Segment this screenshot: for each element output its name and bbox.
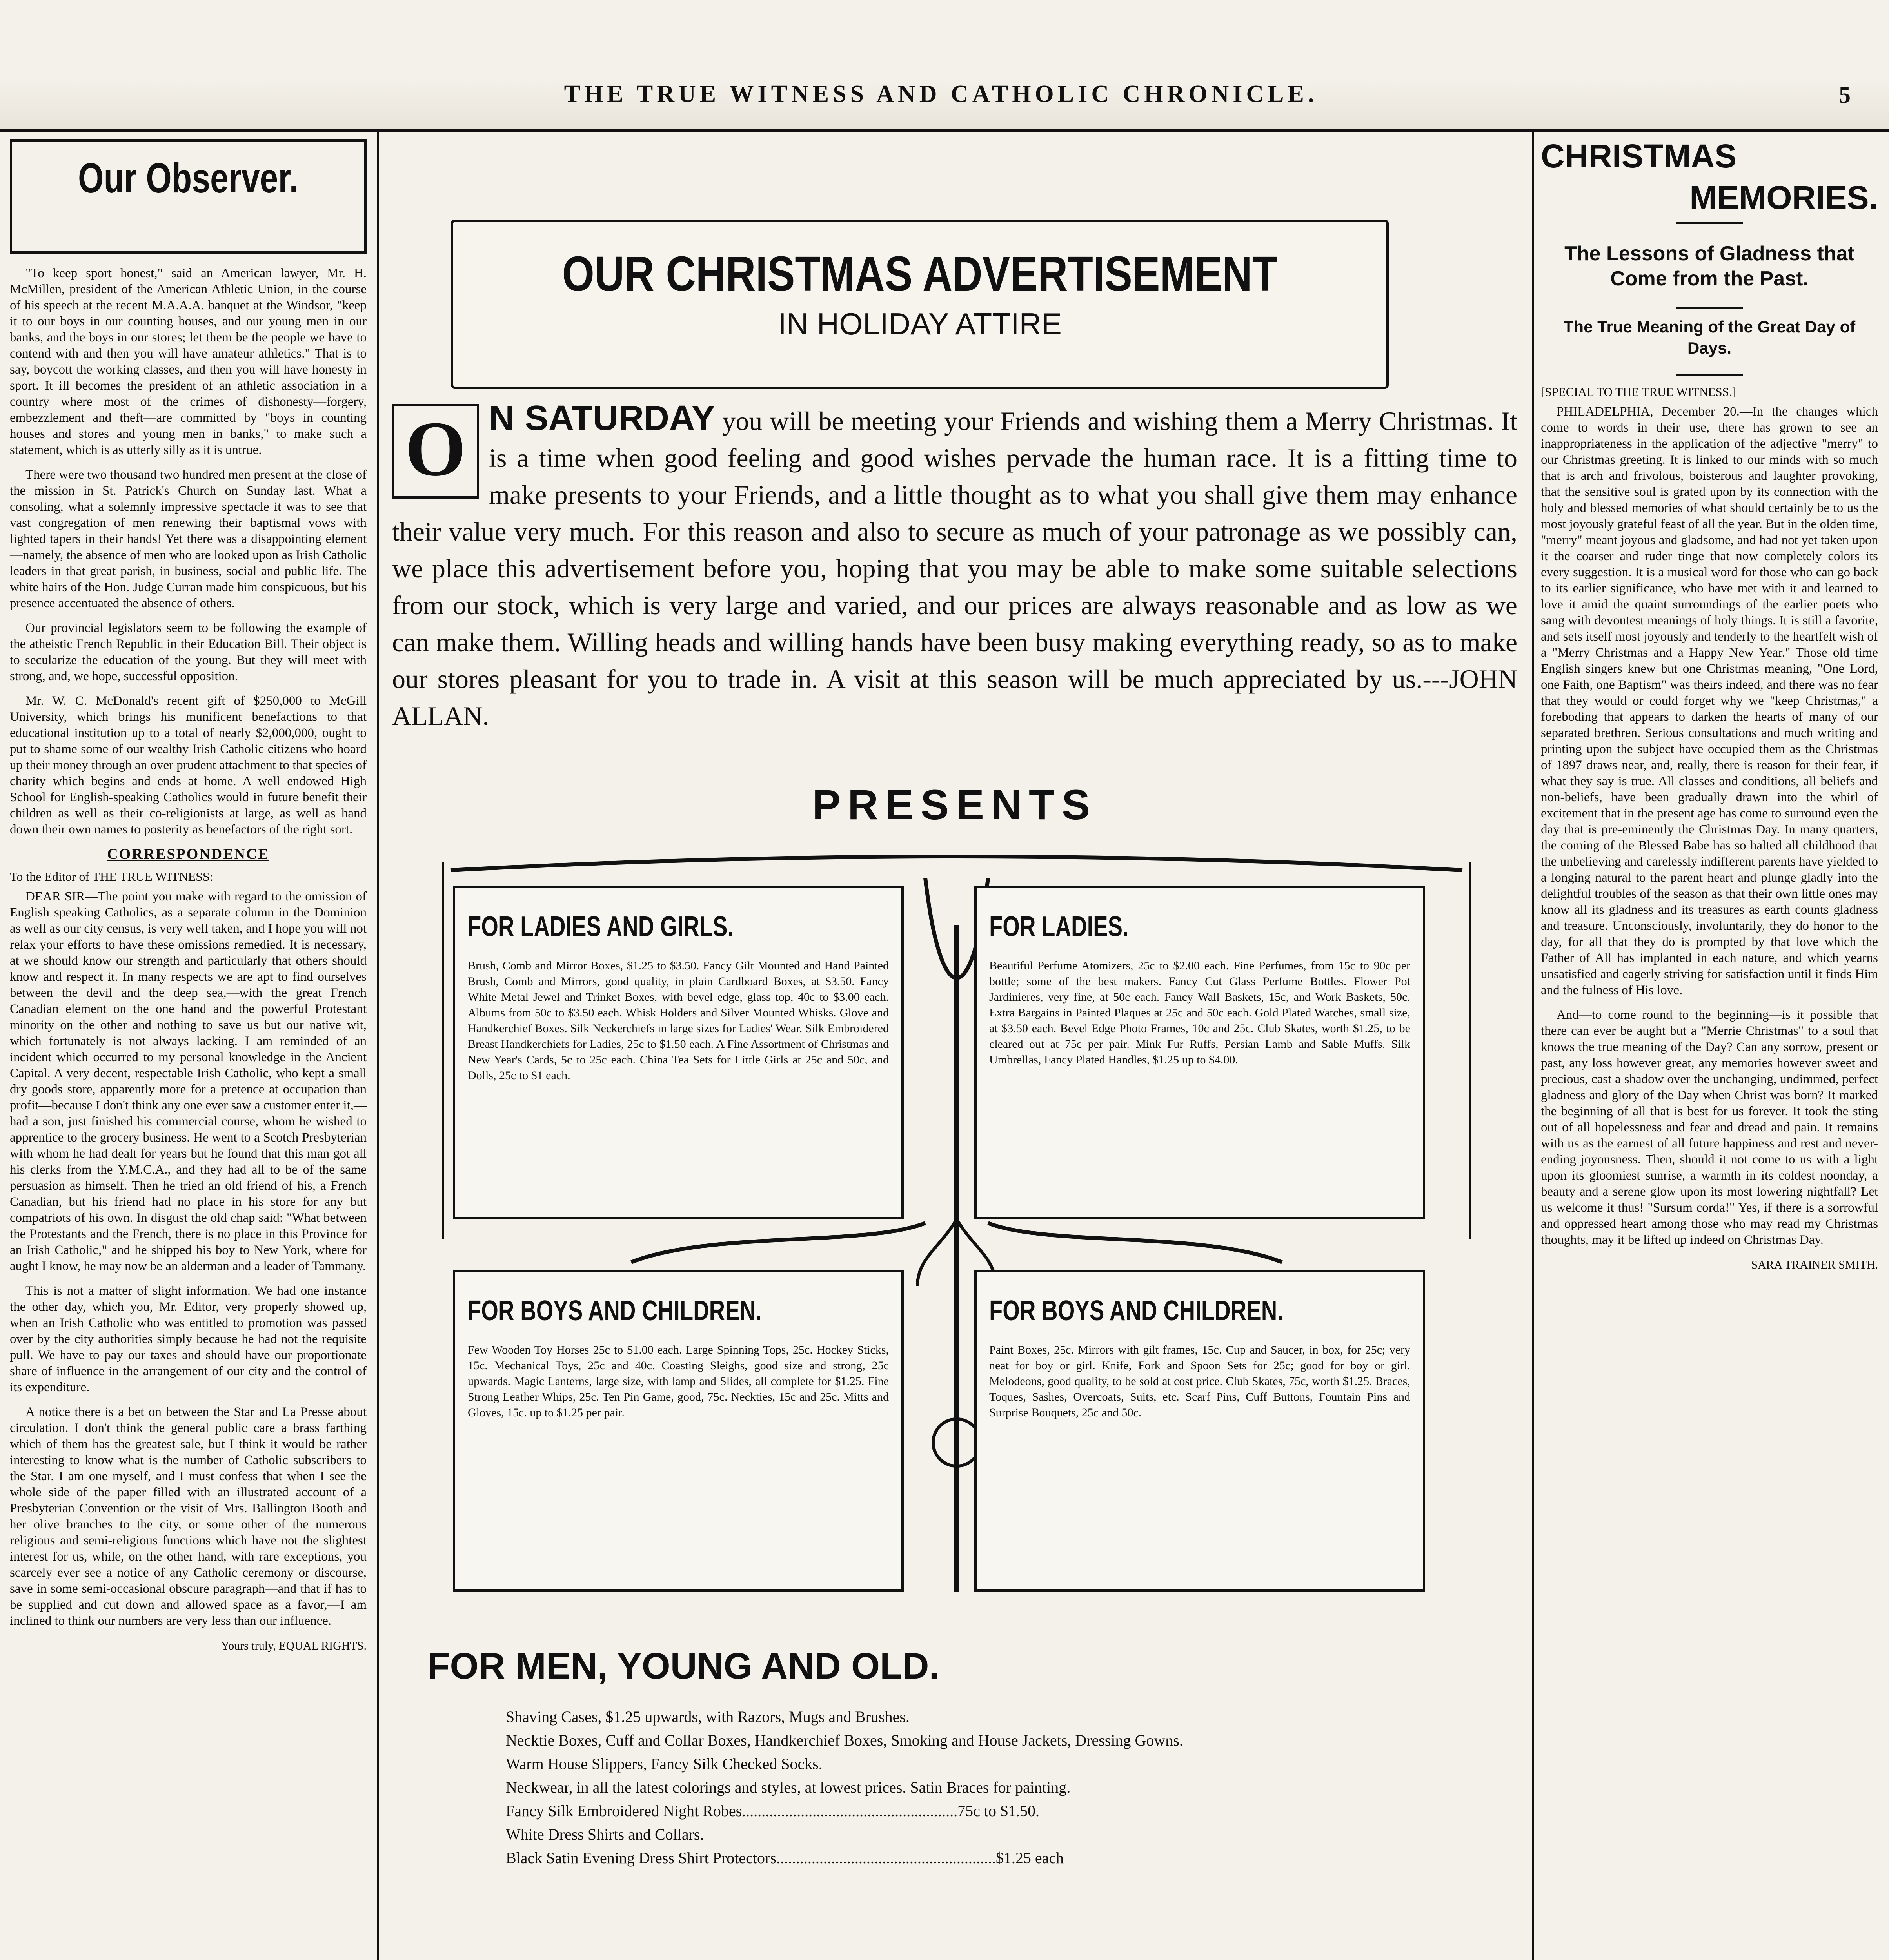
article-paragraph: And—to come round to the beginning—is it possible that there can ever be aught but a "Merrie Christmas" to a soul that knows the true meaning of the Day? Can any sorrow, present or past, any loss however great, any memories however sweet and precious, cast a shadow over the unchanging, undimmed, perfect gladness and glory of the Day when Christ was born? It marked the beginning of all that is best for us forever. It took the sting out of all hopelessness and fear and dread and pain. It remains with us as the earnest of all future happiness and rest and never-ending joyousness. Then, should it not come to us with a light upon its gloomiest sunrise, a warmth in its coldest noonday, a beauty and a serene glow upon its most lowering nightfall? Let us welcome it thus! "Sursum corda!" Yes, if there is a sorrowful and oppressed heart among those who may read my Christmas thoughts, may it be lifted up indeed on Christmas Day. — [1541, 1008, 1878, 1247]
correspondence-addressee: To the Editor of THE TRUE WITNESS: — [10, 869, 213, 884]
men-young-old-list — [506, 1705, 1470, 1870]
list-item: White Dress Shirts and Collars. — [506, 1826, 704, 1843]
our-observer-banner — [10, 139, 367, 254]
panel-title: FOR BOYS AND CHILDREN. — [989, 1295, 1283, 1327]
correspondence-paragraph: DEAR SIR—The point you make with regard to the omission of English speaking Catholics, as a separate column in the Dominion as well as our city census, is very well taken, and I hope you will not relax your efforts to have these omissions remedied. It is necessary, at we should know our strength and particularly that others should know and respect it. In many respects we are apt to find ourselves between the devil and the deep sea,—with the great French Canadian element on the one hand and the powerful Protestant minority on the other and nothing to save us but our native wit, which fortunately is not always lacking. I am reminded of an incident which occurred to my personal knowledge in the Ancient Capital. A very decent, respectable Irish Catholic, who kept a small dry goods store, apparently more for a pretence at occupation than profit—because I don't think any one ever saw a customer enter it,—had a son, just finished his commercial course, whom he wished to apprentice to the grocery business. He went to a Scotch Presbyterian with whom he had dealt for years but he found that this man got all his clerks from the Y.M.C.A., and they had all to be of the same persuasion as himself. Then he tried an old friend of his, a French Canadian, but his friend had no place in his store for any but compatriots of his own. In disgust the old chap said: "What between the Protestants and the French, there is no place in this Province for an Irish Catholic," and he shipped his boy to New York, where for aught I know, he may now be an alderman and a leader of Tammany. — [10, 889, 367, 1273]
panel-title: FOR BOYS AND CHILDREN. — [468, 1295, 762, 1327]
panel-title: FOR LADIES. — [989, 911, 1129, 942]
presents-heading: PRESENTS — [812, 781, 1097, 828]
panel-ladies-and-girls — [453, 886, 904, 1219]
panel-boys-and-children-left — [453, 1270, 904, 1592]
divider — [1676, 307, 1743, 309]
column-rule-right — [1532, 129, 1534, 1960]
panel-ladies — [974, 886, 1425, 1219]
panel-title: FOR LADIES AND GIRLS. — [468, 911, 734, 942]
divider — [1676, 222, 1743, 224]
panel-text: Few Wooden Toy Horses 25c to $1.00 each. Large Spinning Tops, 25c. Hockey Sticks, 15c. Mechanical Toys, 25c and 40c. Coasting Sleighs, good size and strong, 25c upwards. Magic Lanterns, large size, with lamp and Slides, all complete for $1.25. Fine Strong Leather Whips, 25c. Ten Pin Game, good, 75c. Neckties, 15c and 25c. Mitts and Gloves, 15c. up to $1.25 per pair. — [468, 1343, 889, 1419]
right-column — [1541, 131, 1878, 1273]
correspondence-paragraph: This is not a matter of slight information. We had one instance the other day, which you, Mr. Editor, very properly showed up, when an Irish Catholic who was entitled to promotion was passed over by the city authorities simply because he had not the requisite pull. We have to pay our taxes and should have our proportionate share of influence in the arrangement of our city and the control of its expenditure. — [10, 1284, 367, 1394]
intro-lead: N SATURDAY — [489, 399, 715, 438]
panel-text: Brush, Comb and Mirror Boxes, $1.25 to $3.50. Fancy Gilt Mounted and Hand Painted Brush, Comb and Mirrors, good quality, in plain Cardboard Boxes, at $3.50. Fancy White Metal Jewel and Trinket Boxes, with bevel edge, glass top, 40c to $3.00 each. Albums from 50c to $3.50 each. Whisk Holders and Silver Mounted Whisks. Glove and Handkerchief Boxes. Silk Neckerchiefs in large sizes for Ladies' Wear. Silk Embroidered Breast Handkerchiefs for Ladies, 25c to $1.50 each. A Fine Assortment of Christmas and New Year's Cards, 5c to 25c each. China Tea Sets for Little Girls at 25c and 50c, and Dolls, 25c to $1 each. — [468, 959, 889, 1082]
divider — [1676, 374, 1743, 376]
article-signature: SARA TRAINER SMITH. — [1751, 1258, 1878, 1271]
correspondence-heading: CORRESPONDENCE — [107, 846, 269, 862]
ad-title: OUR CHRISTMAS ADVERTISEMENT — [562, 246, 1278, 301]
ad-intro — [392, 400, 1517, 734]
right-subheading: The Lessons of Gladness that Come from the Past. — [1564, 242, 1854, 290]
dateline: [SPECIAL TO THE TRUE WITNESS.] — [1541, 385, 1736, 399]
left-column — [10, 131, 367, 1654]
observer-paragraph: "To keep sport honest," said an American lawyer, Mr. H. McMillen, president of the American Athletic Union, in the course of his speech at the recent M.A.A.A. banquet at the Windsor, "keep it to our boys in our counting houses, and our young men in our banks, and the boys in our stores; let them be the people we have to contend with and then you will have amateur athletics." That is to say, boycott the working classes, and then you will have honesty in sport. It ill becomes the president of an athletic association in a country where most of the crimes of dishonesty—forgery, embezzlement and theft—are committed by "boys in counting houses and stores and young men in banks," to make such a statement, which is as utterly silly as it is untrue. — [10, 266, 367, 457]
memories-title: MEMORIES. — [1689, 179, 1878, 216]
list-item: Black Satin Evening Dress Shirt Protectors........................................................$1.25 each — [506, 1849, 1064, 1867]
column-rule-left — [377, 129, 379, 1960]
page-number: 5 — [1839, 82, 1851, 108]
correspondence-body — [10, 889, 367, 1629]
christmas-title: CHRISTMAS — [1541, 138, 1737, 174]
intro-text: you will be meeting your Friends and wishing them a Merry Christmas. It is a time when good feeling and good wishes pervade the human race. It is a fitting time to make presents to your Friends, and a little thought as to what you shall give them may enhance their value very much. For this reason and also to secure as much of your patronage as we possibly can, we place this advertisement before you, hoping that you may be able to make some suitable selections from our stock, which is very large and varied, and our prices are always reasonable and as low as we can make them. Willing heads and willing hands have been busy making everything ready, so as to make our stores pleasant for you to trade in. A visit at this season will be much appreciated by us.---JOHN ALLAN. — [392, 406, 1518, 731]
men-young-old-heading: FOR MEN, YOUNG AND OLD. — [427, 1645, 939, 1686]
observer-paragraph: Our provincial legislators seem to be following the example of the atheistic French Republic in their Education Bill. Their object is to secularize the education of the young. But they will meet with strong, and, we hope, successful opposition. — [10, 621, 367, 683]
masthead: THE TRUE WITNESS AND CATHOLIC CHRONICLE. — [564, 81, 1318, 107]
list-item: Fancy Silk Embroidered Night Robes.......................................................75c to $1.50. — [506, 1802, 1040, 1820]
observer-paragraph: There were two thousand two hundred men present at the close of the mission in St. Patrick's Church on Sunday last. What a consoling, what a solemnly impressive spectacle it was to see that vast congregation of men renewing their baptismal vows with lighted tapers in their hands! Yet there was a disappointing element—namely, the absence of men who are looked upon as Irish Catholic leaders in that great parish, in business, social and public life. The white hairs of the Hon. Judge Curran made him conspicuous, but his presence accentuated the absence of others. — [10, 468, 367, 610]
our-observer-title: Our Observer. — [78, 154, 298, 201]
panel-text: Paint Boxes, 25c. Mirrors with gilt frames, 15c. Cup and Saucer, in box, for 25c; very neat for boy or girl. Knife, Fork and Spoon Sets for 25c; good for boy or girl. Melodeons, good quality, to be sold at cost price. Club Skates, 75c, worth $1.25. Braces, Toques, Sashes, Overcoats, Suits, etc. Scarf Pins, Cuff Buttons, Fountain Pins and Surprise Bouquets, 25c and 50c. — [989, 1343, 1410, 1419]
list-item: Neckwear, in all the latest colorings and styles, at lowest prices. Satin Braces for painting. — [506, 1779, 1071, 1796]
observer-paragraph: Mr. W. C. McDonald's recent gift of $250,000 to McGill University, which brings his munificent benefactions to that educational institution up to a total of nearly $2,000,000, ought to put to shame some of our wealthy Irish Catholic citizens who hoard up their money through an over prudent attachment to that species of charity which begins and ends at home. A well endowed High School for English-speaking Catholics would in future benefit their children as well as their co-religionists at large, as well as hand down their own names to posterity as benefactors of the right sort. — [10, 694, 367, 837]
panel-boys-and-children-right — [974, 1270, 1425, 1592]
masthead-band — [0, 0, 1889, 132]
right-subheading-2: The True Meaning of the Great Day of Days. — [1563, 318, 1856, 357]
article-paragraph: PHILADELPHIA, December 20.—In the changes which come to words in their use, there has grown to see an inappropriateness in the application of the adjective "merry" to our Christmas greeting. It is linked to our minds with so much that is arch and frivolous, boisterous and laughter provoking, that the sensitive soul is grated upon by its connection with the holy and blessed memories of what should certainly be to us the most joyously grateful feast of all the year. But in the olden time, "merry" meant joyous and gladsome, and had not yet taken upon it the coarser and ruder tinge that now completely colors its every suggestion. It is a musical word for those who can go back to its earlier significance, who have met with it and learned to love it amid the quaint surroundings of the earlier poets who sang with devoutest meanings of holy things. It is still a favorite, and sets itself most joyously and tenderly to the heartfelt wish of a "Merry Christmas and a Happy New Year." Those old time English singers knew but one Christmas meaning, "One Lord, one Faith, one Baptism" was theirs indeed, and there was no fear that they would or could forget why we "keep Christmas," a foreboding that appears to darken the hearts of many of our separated brethren. Serious consultations and much writing and printing upon the subject have occupied them as the Christmas of 1897 draws near, and, really, there is reason for their fear, if what they say is true. All classes and conditions, all beliefs and non-beliefs, have been gradually drawn into the whirl of excitement that in the present age has come to surround even the day that is pre-eminently the Christmas Day. In many quarters, the coming of the Blessed Babe has so halted all childhood that the unbelieving and carelessly indifferent parents have yielded to a longing natural to the parent heart and plunge gladly into the delightful troubles of the season as that their own little ones may know all its gladness and its treasures as earth counts gladness and treasure. Unconsciously, involuntarily, they do honor to the day, for all that they do is prompted by that love which the Father of All has implanted in each nature, and which yearns unsatisfied and eagerly striving for satisfaction until it finds Him and the fulness of His love. — [1541, 405, 1878, 997]
correspondence-paragraph: A notice there is a bet on between the Star and La Presse about circulation. I don't think the general public care a brass farthing which of them has the greatest sale, but I think it would be rather interesting to know what is the number of Catholic subscribers to the Star. I am one myself, and I must confess that when I see the whole side of the paper filled with an illustrated account of a Presbyterian Convention or the visit of Mrs. Ballington Booth and her olive branches to the city, or some other of the numerous religious and semi-religious functions which have not the slightest interest for us, while, on the other hand, with rare exceptions, you scarcely ever see a notice of any Catholic ceremony or discourse, save in some semi-occasional obscure paragraph—and that if has to be supplied and cut down and allowed space as a favor,—I am inclined to think our numbers are very less than our influence. — [10, 1405, 367, 1628]
observer-paragraphs — [10, 265, 367, 838]
panel-text: Beautiful Perfume Atomizers, 25c to $2.00 each. Fine Perfumes, from 15c to 90c per bottle; some of the best makers. Fancy Cut Glass Perfume Bottles. Flower Pot Jardinieres, very fine, at 50c each. Fancy Wall Baskets, 15c, and Work Baskets, 50c. Extra Bargains in Painted Plaques at 25c and 50c each. Gold Plated Watches, small size, at $3.50 each. Bevel Edge Photo Frames, 10c and 25c. Club Skates, worth $1.25, to be cleared out at 75c per pair. Mink Fur Ruffs, Persian Lamb and Sable Muffs. Silk Umbrellas, Fancy Plated Handles, $1.25 up to $4.00. — [989, 959, 1410, 1066]
list-item: Warm House Slippers, Fancy Silk Checked Socks. — [506, 1755, 823, 1773]
correspondence-signoff: Yours truly, EQUAL RIGHTS. — [221, 1639, 367, 1652]
list-item: Shaving Cases, $1.25 upwards, with Razors, Mugs and Brushes. — [506, 1708, 910, 1726]
presents-frame — [435, 855, 1478, 1599]
ad-subtitle: IN HOLIDAY ATTIRE — [778, 307, 1062, 341]
list-item: Necktie Boxes, Cuff and Collar Boxes, Handkerchief Boxes, Smoking and House Jackets, Dressing Gowns. — [506, 1731, 1183, 1749]
christmas-ad-banner — [451, 220, 1389, 389]
drop-cap: O — [392, 404, 479, 499]
